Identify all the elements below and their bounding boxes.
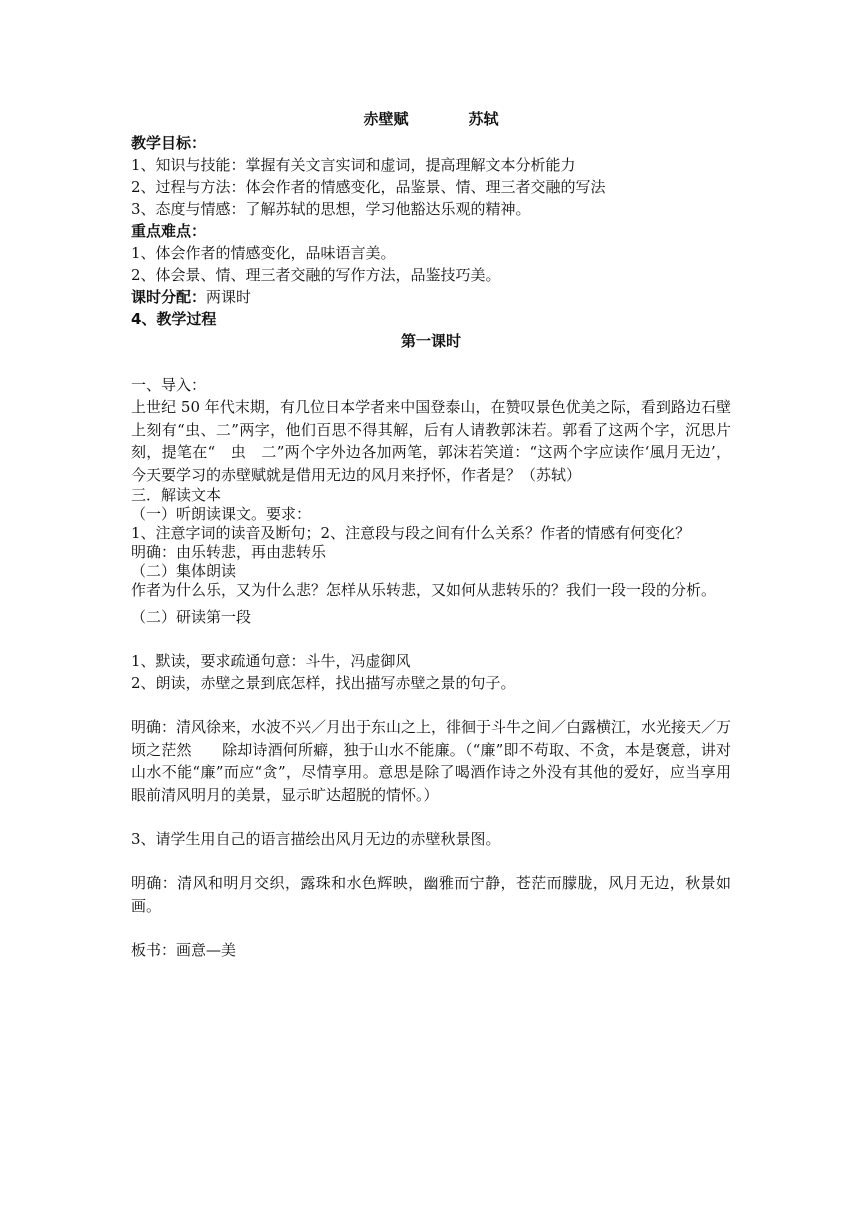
section-heading: 三．解读文本: [131, 486, 222, 504]
intro-heading: 一、导入：: [131, 376, 207, 394]
step-3-answer: 明确：清风和明月交织，露珠和水色辉映，幽雅而宁静，苍茫而朦胧，风月无边，秋景如画。: [131, 874, 731, 915]
title-text: 赤壁赋: [363, 110, 409, 128]
process-heading: 4、教学过程: [131, 310, 217, 328]
goal-item: 3、态度与情感：了解苏轼的思想，学习他豁达乐观的精神。: [131, 200, 531, 218]
difficulty-item: 2、体会景、情、理三者交融的写作方法，品鉴技巧美。: [131, 266, 501, 284]
board-note: 板书：画意—美: [131, 941, 237, 959]
goal-item: 2、过程与方法：体会作者的情感变化，品鉴景、情、理三者交融的写法: [131, 178, 606, 196]
goal-item: 1、知识与技能：掌握有关文言实词和虚词，提高理解文本分析能力: [131, 156, 576, 174]
group-text: 作者为什么乐，又为什么悲？怎样从乐转悲，又如何从悲转乐的？我们一段一段的分析。: [131, 581, 717, 599]
document-title: [131, 108, 731, 130]
lesson-title: 第一课时: [400, 332, 461, 350]
goals-heading: 教学目标：: [131, 134, 207, 152]
schedule-line: [131, 286, 731, 308]
listen-requirements: 1、注意字词的读音及断句；2、注意段与段之间有什么关系？作者的情感有何变化？: [131, 524, 691, 542]
title-author: 苏轼: [468, 110, 499, 128]
schedule-label: 课时分配：: [131, 288, 207, 306]
study-heading: （二）研读第一段: [131, 608, 252, 626]
listen-heading: （一）听朗读课文。要求：: [131, 505, 312, 523]
step-2-answer: 明确：清风徐来，水波不兴／月出于东山之上，徘徊于斗牛之间／白露横江，水光接天／万顷之茫然 除却诗酒何所癖，独于山水不能廉。（“廉”即不苟取、不贪，本是褒意，讲对山水不能“廉”而应“贪”，尽情享用。意思是除了喝酒作诗之外没有其他的爱好，应当享用眼前清风明月的美景，显示旷达超脱的情怀。）: [131, 718, 732, 804]
document-page: [131, 105, 731, 961]
listen-answer: 明确：由乐转悲，再由悲转乐: [131, 543, 327, 561]
step-2: 2、朗读，赤壁之景到底怎样，找出描写赤壁之景的句子。: [131, 674, 516, 692]
group-heading: （二）集体朗读: [131, 562, 237, 580]
schedule-value: 两课时: [206, 288, 252, 306]
step-1: 1、默读，要求疏通句意：斗牛，冯虚御风: [131, 652, 411, 670]
step-3: 3、请学生用自己的语言描绘出风月无边的赤壁秋景图。: [131, 830, 501, 848]
difficulty-item: 1、体会作者的情感变化，品味语言美。: [131, 244, 396, 262]
intro-text: 上世纪 50 年代末期，有几位日本学者来中国登泰山，在赞叹景色优美之际，看到路边石壁上刻有“虫、二”两字，他们百思不得其解，后有人请教郭沫若。郭看了这两个字，沉思片刻，提笔在“ 虫 二”两个字外边各加两笔，郭沫若笑道：“这两个字应读作‘風月无边’，今天要学习的赤壁赋就是借用无边的风月来抒怀，作者是？（苏轼）: [131, 398, 731, 484]
difficulties-heading: 重点难点：: [131, 222, 207, 240]
